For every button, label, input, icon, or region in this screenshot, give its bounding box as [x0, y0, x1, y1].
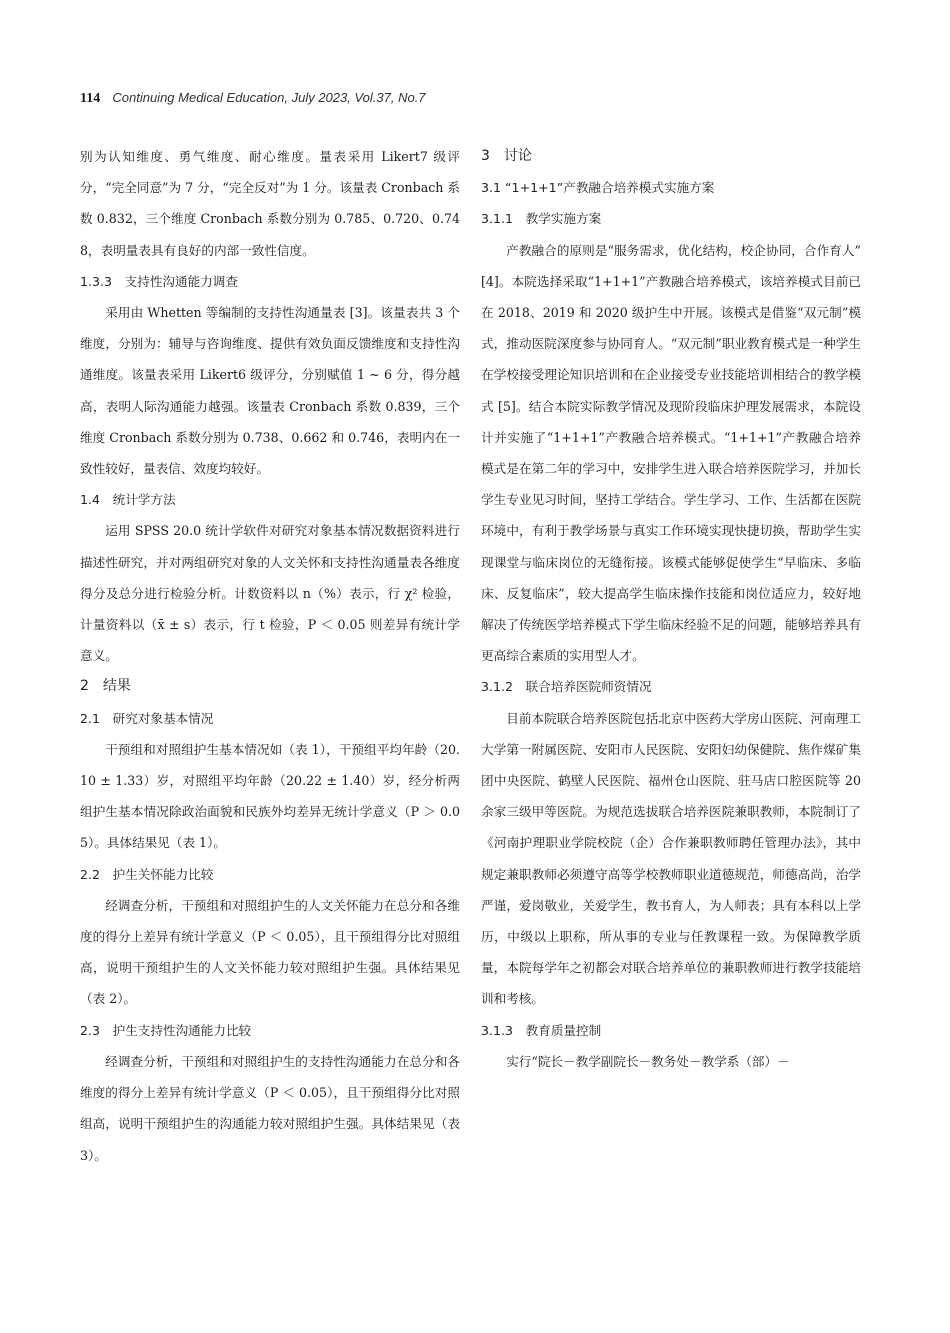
- paragraph-faculty: 目前本院联合培养医院包括北京中医药大学房山医院、河南理工大学第一附属医院、安阳市人民医院、安阳妇幼保健院、焦作煤矿集团中央医院、鹤壁人民医院、福州仓山医院、驻马店口腔医院等 20 余家三级甲等医院。为规范选拔联合培养医院兼职教师，本院制订了《河南护理职业学院校院（企）合作兼职教师聘任管理办法》，其中规定兼职教师必须遵守高等学校教师职业道德规范，师德高尚，治学严谨，爱岗敬业，关爱学生，教书育人，为人师表；具有本科以上学历，中级以上职称，所从事的专业与任教课程一致。为保障教学质量，本院每学年之初都会对联合培养单位的兼职教师进行教学技能培训和考核。: [481, 710, 861, 1007]
- heading-2-3: 2.3 护生支持性沟通能力比较: [80, 1022, 252, 1038]
- paragraph-scale-description: 别为认知维度、勇气维度、耐心维度。量表采用 Likert7 级评分，“完全同意”为 7 分，“完全反对”为 1 分。该量表 Cronbach 系数 0.832，三个维度 Cronbach 系数分别为 0.785、0.720、0.748，表明量表具有良好的内部一致性信度。: [80, 149, 460, 258]
- journal-citation: Continuing Medical Education, July 2023, Vol.37, No.7: [112, 90, 426, 105]
- paragraph-quality-control: 实行“院长－教学副院长－教务处－教学系（部）－: [506, 1053, 790, 1069]
- heading-2-2: 2.2 护生关怀能力比较: [80, 866, 214, 882]
- heading-3-1-1: 3.1.1 教学实施方案: [481, 211, 602, 227]
- heading-1-3-3: 1.3.3 支持性沟通能力调查: [80, 273, 238, 289]
- page-number: 114: [80, 91, 101, 106]
- paragraph-communication-ability: 经调查分析，干预组和对照组护生的支持性沟通能力在总分和各维度的得分上差异有统计学意义（P ＜ 0.05），且干预组得分比对照组高，说明干预组护生的沟通能力较对照组护生强。具体结果见（表 3）。: [80, 1053, 460, 1163]
- heading-3-discussion: 3 讨论: [481, 148, 532, 164]
- heading-2-1: 2.1 研究对象基本情况: [80, 710, 214, 726]
- running-header: [80, 88, 880, 109]
- paragraph-statistics: 运用 SPSS 20.0 统计学软件对研究对象基本情况数据资料进行描述性研究，并对两组研究对象的人文关怀和支持性沟通量表各维度得分及总分进行检验分析。计数资料以 n（%）表示，行 χ² 检验，计量资料以（x̄ ± s）表示，行 t 检验，P ＜ 0.05 则差异有统计学意义。: [80, 523, 460, 664]
- paragraph-supportive-communication: 采用由 Whetten 等编制的支持性沟通量表 [3]。该量表共 3 个维度，分别为：辅导与咨询维度、提供有效负面反馈维度和支持性沟通维度。该量表采用 Likert6 级评分，分别赋值 1 ~ 6 分，得分越高，表明人际沟通能力越强。该量表 Cronbach 系数 0.839，三个维度 Cronbach 系数分别为 0.738、0.662 和 0.746，表明内在一致性较好，量表信、效度均较好。: [80, 305, 460, 477]
- heading-1-4: 1.4 统计学方法: [80, 492, 176, 508]
- heading-3-1: 3.1 “1+1+1”产教融合培养模式实施方案: [481, 180, 715, 196]
- heading-3-1-2: 3.1.2 联合培养医院师资情况: [481, 679, 652, 695]
- paragraph-caring-ability: 经调查分析，干预组和对照组护生的人文关怀能力在总分和各维度的得分上差异有统计学意义（P ＜ 0.05），且干预组得分比对照组高，说明干预组护生的人文关怀能力较对照组护生强。具体结果见（表 2）。: [80, 897, 460, 1007]
- heading-2-results: 2 结果: [80, 678, 131, 695]
- heading-3-1-3: 3.1.3 教育质量控制: [481, 1022, 602, 1038]
- right-column: [481, 141, 861, 1077]
- left-column: [80, 141, 460, 1171]
- paragraph-basic-info: 干预组和对照组护生基本情况如（表 1），干预组平均年龄（20.10 ± 1.33）岁，对照组平均年龄（20.22 ± 1.40）岁，经分析两组护生基本情况除政治面貌和民族外均差异无统计学意义（P ＞ 0.05）。具体结果见（表 1）。: [80, 741, 460, 851]
- paragraph-teaching-plan: 产教融合的原则是“服务需求，优化结构，校企协同，合作育人” [4]。本院选择采取“1+1+1”产教融合培养模式，该培养模式目前已在 2018、2019 和 2020 级护生中开展。该模式是借鉴“双元制”模式，推动医院深度参与协同育人。“双元制”职业教育模式是一种学生在学校接受理论知识培训和在企业接受专业技能培训相结合的教学模式 [5]。结合本院实际教学情况及现阶段临床护理发展需求，本院设计并实施了“1+1+1”产教融合培养模式。“1+1+1”产教融合培养模式是在第二年的学习中，安排学生进入联合培养医院学习，并加长学生专业见习时间，坚持工学结合。学生学习、工作、生活都在医院环境中，有利于教学场景与真实工作环境实现快捷切换，帮助学生实现课堂与临床岗位的无缝衔接。该模式能够促使学生“早临床、多临床、反复临床”，较大提高学生临床操作技能和岗位适应力，较好地解决了传统医学培养模式下学生临床经验不足的问题，能够培养具有更高综合素质的实用型人才。: [481, 242, 861, 664]
